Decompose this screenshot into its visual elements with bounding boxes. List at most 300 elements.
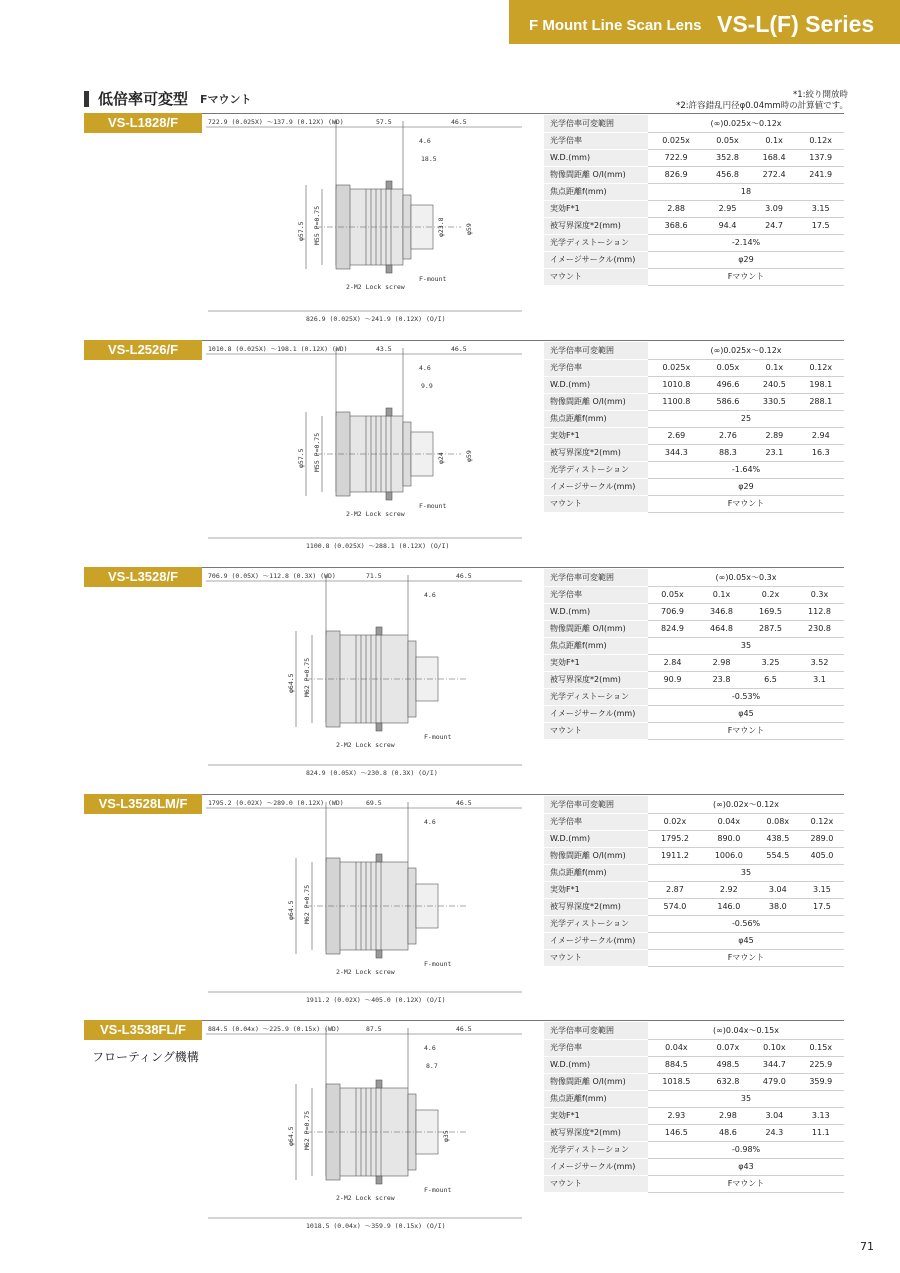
spec-value: 48.6 xyxy=(705,1124,751,1141)
spec-value: (∞)0.05x～0.3x xyxy=(648,569,844,586)
spec-value: 272.4 xyxy=(751,166,798,183)
spec-label: W.D.(mm) xyxy=(544,376,648,393)
spec-row xyxy=(544,1124,844,1141)
spec-table xyxy=(544,796,844,967)
spec-row xyxy=(544,1090,844,1107)
lock-screw xyxy=(376,1176,382,1184)
spec-row xyxy=(544,847,844,864)
spec-row xyxy=(544,949,844,966)
spec-value: -0.53% xyxy=(648,688,844,705)
spec-value: 0.025x xyxy=(648,359,705,376)
spec-row xyxy=(544,637,844,654)
spec-value: 112.8 xyxy=(795,603,844,620)
spec-value: 23.8 xyxy=(697,671,746,688)
spec-value: 344.3 xyxy=(648,444,705,461)
dim-flange-label: 46.5 xyxy=(456,572,472,580)
dim-outer-dia: φ64.5 xyxy=(287,900,295,920)
spec-value: 3.1 xyxy=(795,671,844,688)
spec-row xyxy=(544,183,844,200)
spec-label: マウント xyxy=(544,268,648,285)
spec-value: 3.09 xyxy=(751,200,798,217)
spec-value: 38.0 xyxy=(756,898,800,915)
spec-value: 3.25 xyxy=(746,654,795,671)
lens-drawing xyxy=(206,115,522,325)
spec-value: 359.9 xyxy=(798,1073,844,1090)
spec-value: -2.14% xyxy=(648,234,844,251)
floating-label: フローティング機構 xyxy=(92,1050,199,1064)
spec-row xyxy=(544,620,844,637)
spec-value: 0.15x xyxy=(798,1039,844,1056)
dim-d1-label: 4.6 xyxy=(424,818,436,826)
spec-value: 352.8 xyxy=(704,149,751,166)
spec-value: 1018.5 xyxy=(648,1073,705,1090)
spec-label: 光学倍率可変範囲 xyxy=(544,569,648,586)
spec-row xyxy=(544,217,844,234)
spec-row xyxy=(544,234,844,251)
dim-oi-label: 826.9 (0.025X) ～241.9 (0.12X) (O/I) xyxy=(306,315,446,323)
dim-wd-label: 1795.2 (0.02X) ～289.0 (0.12X) (WD) xyxy=(208,799,344,807)
lock-screw xyxy=(376,1080,382,1088)
section-bar xyxy=(84,91,89,107)
spec-row xyxy=(544,569,844,586)
spec-value: -0.56% xyxy=(648,915,844,932)
spec-row xyxy=(544,495,844,512)
dim-inner-dia: φ23.8 xyxy=(437,217,445,237)
spec-table xyxy=(544,342,844,513)
spec-row xyxy=(544,603,844,620)
spec-label: 被写界深度*2(mm) xyxy=(544,1124,648,1141)
spec-label: 光学倍率可変範囲 xyxy=(544,796,648,813)
spec-value: 456.8 xyxy=(704,166,751,183)
spec-row xyxy=(544,166,844,183)
spec-row xyxy=(544,932,844,949)
spec-value: φ29 xyxy=(648,251,844,268)
spec-value: 826.9 xyxy=(648,166,704,183)
spec-value: 574.0 xyxy=(648,898,702,915)
spec-value: 496.6 xyxy=(705,376,751,393)
spec-row xyxy=(544,427,844,444)
spec-value: 0.12x xyxy=(798,359,844,376)
spec-row xyxy=(544,478,844,495)
spec-value: 0.12x xyxy=(800,813,844,830)
spec-value: 344.7 xyxy=(751,1056,797,1073)
spec-value: 35 xyxy=(648,637,844,654)
spec-value: 2.93 xyxy=(648,1107,705,1124)
spec-value: 0.025x xyxy=(648,132,704,149)
spec-row xyxy=(544,864,844,881)
spec-value: 0.04x xyxy=(702,813,756,830)
lock-screw xyxy=(386,265,392,273)
lock-screw xyxy=(376,627,382,635)
spec-row xyxy=(544,688,844,705)
dim-length-label: 43.5 xyxy=(376,345,392,353)
dim-d1-label: 4.6 xyxy=(419,137,431,145)
spec-value: 241.9 xyxy=(797,166,844,183)
spec-value: 11.1 xyxy=(798,1124,844,1141)
spec-value: 2.89 xyxy=(751,427,797,444)
spec-row xyxy=(544,586,844,603)
spec-value: 2.94 xyxy=(798,427,844,444)
spec-value: 146.5 xyxy=(648,1124,705,1141)
dim-inner-dia: φ24 xyxy=(437,452,445,464)
spec-value: φ43 xyxy=(648,1158,844,1175)
spec-value: Fマウント xyxy=(648,722,844,739)
spec-label: W.D.(mm) xyxy=(544,830,648,847)
spec-label: 物像間距離 O/I(mm) xyxy=(544,1073,648,1090)
spec-value: 368.6 xyxy=(648,217,704,234)
spec-label: イメージサークル(mm) xyxy=(544,478,648,495)
spec-label: W.D.(mm) xyxy=(544,603,648,620)
dim-flange-label: 46.5 xyxy=(451,345,467,353)
spec-value: 288.1 xyxy=(798,393,844,410)
spec-value: 2.87 xyxy=(648,881,702,898)
spec-value: 2.92 xyxy=(702,881,756,898)
spec-label: 物像間距離 O/I(mm) xyxy=(544,166,648,183)
spec-value: φ45 xyxy=(648,705,844,722)
spec-value: 225.9 xyxy=(798,1056,844,1073)
spec-label: 光学ディストーション xyxy=(544,688,648,705)
model-tag: VS-L3528/F xyxy=(84,567,202,587)
dim-right-dia: φ59 xyxy=(465,450,473,462)
spec-value: 632.8 xyxy=(705,1073,751,1090)
model-tag: VS-L3538FL/F xyxy=(84,1020,202,1040)
lock-screw xyxy=(376,950,382,958)
spec-row xyxy=(544,1141,844,1158)
spec-value: 346.8 xyxy=(697,603,746,620)
spec-value: 168.4 xyxy=(751,149,798,166)
spec-value: 18 xyxy=(648,183,844,200)
product-block xyxy=(84,567,844,792)
spec-value: 6.5 xyxy=(746,671,795,688)
spec-label: W.D.(mm) xyxy=(544,1056,648,1073)
spec-label: イメージサークル(mm) xyxy=(544,705,648,722)
spec-value: 0.1x xyxy=(751,132,798,149)
spec-value: 1006.0 xyxy=(702,847,756,864)
spec-label: 光学ディストーション xyxy=(544,915,648,932)
spec-row xyxy=(544,1022,844,1039)
spec-value: 90.9 xyxy=(648,671,697,688)
spec-label: 光学倍率可変範囲 xyxy=(544,115,648,132)
spec-value: 0.07x xyxy=(705,1039,751,1056)
model-tag: VS-L2526/F xyxy=(84,340,202,360)
spec-label: マウント xyxy=(544,949,648,966)
spec-value: 2.69 xyxy=(648,427,705,444)
dim-flange-label: 46.5 xyxy=(451,118,467,126)
spec-value: 3.04 xyxy=(751,1107,797,1124)
lens-drawing xyxy=(206,342,522,552)
dim-d2-label: 9.9 xyxy=(421,382,433,390)
spec-row xyxy=(544,881,844,898)
spec-value: 3.52 xyxy=(795,654,844,671)
dim-d1-label: 4.6 xyxy=(419,364,431,372)
spec-value: 0.12x xyxy=(797,132,844,149)
spec-value: 3.04 xyxy=(756,881,800,898)
spec-value: 88.3 xyxy=(705,444,751,461)
spec-value: 287.5 xyxy=(746,620,795,637)
spec-value: (∞)0.02x～0.12x xyxy=(648,796,844,813)
spec-value: 706.9 xyxy=(648,603,697,620)
lens-drawing xyxy=(206,569,522,779)
dim-length-label: 57.5 xyxy=(376,118,392,126)
screw-label: 2-M2 Lock screw xyxy=(336,1194,395,1202)
spec-value: 137.9 xyxy=(797,149,844,166)
spec-value: Fマウント xyxy=(648,1175,844,1192)
spec-value: 0.05x xyxy=(704,132,751,149)
dim-right-dia: φ59 xyxy=(465,223,473,235)
spec-label: 物像間距離 O/I(mm) xyxy=(544,393,648,410)
spec-value: Fマウント xyxy=(648,949,844,966)
page-number: 71 xyxy=(860,1240,874,1253)
spec-value: 17.5 xyxy=(797,217,844,234)
spec-label: 焦点距離f(mm) xyxy=(544,637,648,654)
spec-value: 0.10x xyxy=(751,1039,797,1056)
spec-table xyxy=(544,569,844,740)
lock-screw xyxy=(386,181,392,189)
spec-value: 24.3 xyxy=(751,1124,797,1141)
spec-value: 464.8 xyxy=(697,620,746,637)
spec-row xyxy=(544,1039,844,1056)
spec-row xyxy=(544,393,844,410)
spec-value: 0.08x xyxy=(756,813,800,830)
spec-row xyxy=(544,200,844,217)
product-block xyxy=(84,794,844,1019)
spec-value: 198.1 xyxy=(798,376,844,393)
spec-label: マウント xyxy=(544,1175,648,1192)
dim-length-label: 71.5 xyxy=(366,572,382,580)
spec-row xyxy=(544,722,844,739)
spec-value: 3.15 xyxy=(797,200,844,217)
spec-label: 被写界深度*2(mm) xyxy=(544,671,648,688)
spec-value: 35 xyxy=(648,1090,844,1107)
spec-label: 光学ディストーション xyxy=(544,234,648,251)
lock-screw xyxy=(386,492,392,500)
spec-row xyxy=(544,251,844,268)
lens-drawing xyxy=(206,1022,522,1232)
dim-outer-dia: φ57.5 xyxy=(297,221,305,241)
spec-label: W.D.(mm) xyxy=(544,149,648,166)
spec-label: 被写界深度*2(mm) xyxy=(544,444,648,461)
spec-value: 479.0 xyxy=(751,1073,797,1090)
spec-label: 焦点距離f(mm) xyxy=(544,410,648,427)
spec-label: 実効F*1 xyxy=(544,881,648,898)
spec-label: 被写界深度*2(mm) xyxy=(544,898,648,915)
spec-value: 17.5 xyxy=(800,898,844,915)
fmount-label: F-mount xyxy=(424,733,452,741)
spec-row xyxy=(544,115,844,132)
spec-value: -0.98% xyxy=(648,1141,844,1158)
dim-outer-dia: φ57.5 xyxy=(297,448,305,468)
lock-screw xyxy=(386,408,392,416)
lock-screw xyxy=(376,854,382,862)
spec-label: マウント xyxy=(544,722,648,739)
spec-row xyxy=(544,132,844,149)
note-1: *1:絞り開放時 xyxy=(792,90,848,100)
spec-value: 1010.8 xyxy=(648,376,705,393)
dim-oi-label: 1911.2 (0.02X) ～405.0 (0.12X) (O/I) xyxy=(306,996,446,1004)
spec-label: 光学倍率可変範囲 xyxy=(544,1022,648,1039)
spec-value: 24.7 xyxy=(751,217,798,234)
spec-label: 光学倍率 xyxy=(544,132,648,149)
spec-row xyxy=(544,705,844,722)
dim-thread-label: M62 P=0.75 xyxy=(303,657,311,697)
spec-value: 3.13 xyxy=(798,1107,844,1124)
spec-label: 実効F*1 xyxy=(544,427,648,444)
fmount-label: F-mount xyxy=(419,275,447,283)
fmount-label: F-mount xyxy=(419,502,447,510)
spec-label: 光学ディストーション xyxy=(544,1141,648,1158)
spec-label: 光学倍率 xyxy=(544,813,648,830)
spec-value: (∞)0.04x～0.15x xyxy=(648,1022,844,1039)
spec-row xyxy=(544,376,844,393)
dim-d1-label: 4.6 xyxy=(424,1044,436,1052)
spec-value: 2.98 xyxy=(705,1107,751,1124)
dim-wd-label: 1010.8 (0.025X) ～198.1 (0.12X) (WD) xyxy=(208,345,348,353)
spec-label: 実効F*1 xyxy=(544,200,648,217)
spec-value: Fマウント xyxy=(648,495,844,512)
spec-value: 0.05x xyxy=(705,359,751,376)
spec-value: 438.5 xyxy=(756,830,800,847)
section-title xyxy=(84,88,252,109)
screw-label: 2-M2 Lock screw xyxy=(336,968,395,976)
dim-oi-label: 1018.5 (0.04x) ～359.9 (0.15x) (O/I) xyxy=(306,1222,446,1230)
spec-value: 23.1 xyxy=(751,444,797,461)
spec-row xyxy=(544,898,844,915)
spec-value: -1.64% xyxy=(648,461,844,478)
spec-value: 35 xyxy=(648,864,844,881)
spec-row xyxy=(544,268,844,285)
spec-value: 230.8 xyxy=(795,620,844,637)
spec-label: 光学倍率 xyxy=(544,586,648,603)
screw-label: 2-M2 Lock screw xyxy=(336,741,395,749)
dim-thread-label: M55 P=0.75 xyxy=(313,432,321,472)
spec-value: 169.5 xyxy=(746,603,795,620)
dim-wd-label: 706.9 (0.05X) ～112.8 (0.3X) (WD) xyxy=(208,572,336,580)
spec-row xyxy=(544,813,844,830)
spec-value: 498.5 xyxy=(705,1056,751,1073)
spec-row xyxy=(544,830,844,847)
spec-row xyxy=(544,1056,844,1073)
section-title-text: 低倍率可変型 xyxy=(98,90,189,108)
header-series: VS-L(F) Series xyxy=(717,11,875,37)
spec-value: (∞)0.025x～0.12x xyxy=(648,342,844,359)
spec-value: 0.04x xyxy=(648,1039,705,1056)
spec-value: 1795.2 xyxy=(648,830,702,847)
spec-value: Fマウント xyxy=(648,268,844,285)
spec-row xyxy=(544,342,844,359)
spec-value: 722.9 xyxy=(648,149,704,166)
spec-row xyxy=(544,149,844,166)
spec-value: 2.95 xyxy=(704,200,751,217)
spec-value: 146.0 xyxy=(702,898,756,915)
spec-row xyxy=(544,1158,844,1175)
spec-value: 824.9 xyxy=(648,620,697,637)
spec-label: 光学倍率 xyxy=(544,359,648,376)
dim-outer-dia: φ64.5 xyxy=(287,673,295,693)
spec-label: 焦点距離f(mm) xyxy=(544,864,648,881)
spec-value: 240.5 xyxy=(751,376,797,393)
dim-flange-label: 46.5 xyxy=(456,799,472,807)
spec-value: 0.1x xyxy=(751,359,797,376)
spec-value: 884.5 xyxy=(648,1056,705,1073)
spec-row xyxy=(544,671,844,688)
dim-wd-label: 722.9 (0.025X) ～137.9 (0.12X) (WD) xyxy=(208,118,344,126)
dim-oi-label: 1100.8 (0.025X) ～288.1 (0.12X) (O/I) xyxy=(306,542,450,550)
spec-value: 1100.8 xyxy=(648,393,705,410)
spec-value: 0.2x xyxy=(746,586,795,603)
model-tag: VS-L3528LM/F xyxy=(84,794,202,814)
spec-label: 実効F*1 xyxy=(544,1107,648,1124)
spec-value: 0.05x xyxy=(648,586,697,603)
spec-row xyxy=(544,461,844,478)
dim-wd-label: 884.5 (0.04x) ～225.9 (0.15x) (WD) xyxy=(208,1025,340,1033)
spec-label: 光学倍率可変範囲 xyxy=(544,342,648,359)
spec-label: 焦点距離f(mm) xyxy=(544,1090,648,1107)
spec-label: マウント xyxy=(544,495,648,512)
spec-label: イメージサークル(mm) xyxy=(544,1158,648,1175)
spec-row xyxy=(544,796,844,813)
spec-value: 2.76 xyxy=(705,427,751,444)
spec-label: 焦点距離f(mm) xyxy=(544,183,648,200)
spec-value: 0.1x xyxy=(697,586,746,603)
spec-table xyxy=(544,1022,844,1193)
header-band xyxy=(509,0,900,44)
spec-label: 光学倍率 xyxy=(544,1039,648,1056)
spec-value: 405.0 xyxy=(800,847,844,864)
spec-label: 物像間距離 O/I(mm) xyxy=(544,847,648,864)
fmount-label: F-mount xyxy=(424,1186,452,1194)
spec-value: 16.3 xyxy=(798,444,844,461)
spec-row xyxy=(544,410,844,427)
spec-label: 被写界深度*2(mm) xyxy=(544,217,648,234)
spec-label: 光学ディストーション xyxy=(544,461,648,478)
spec-row xyxy=(544,1073,844,1090)
spec-value: 2.84 xyxy=(648,654,697,671)
spec-value: (∞)0.025x～0.12x xyxy=(648,115,844,132)
spec-value: 94.4 xyxy=(704,217,751,234)
spec-value: 1911.2 xyxy=(648,847,702,864)
dim-outer-dia: φ64.5 xyxy=(287,1126,295,1146)
product-block xyxy=(84,113,844,338)
section-mount: Fマウント xyxy=(200,92,252,106)
spec-value: 330.5 xyxy=(751,393,797,410)
header-subtitle: F Mount Line Scan Lens xyxy=(529,17,702,34)
spec-value: 554.5 xyxy=(756,847,800,864)
dim-oi-label: 824.9 (0.05X) ～230.8 (0.3X) (O/I) xyxy=(306,769,438,777)
screw-label: 2-M2 Lock screw xyxy=(346,510,405,518)
spec-value: φ29 xyxy=(648,478,844,495)
spec-label: イメージサークル(mm) xyxy=(544,251,648,268)
dim-thread-label: M62 P=0.75 xyxy=(303,884,311,924)
dim-d1-label: 4.6 xyxy=(424,591,436,599)
spec-table xyxy=(544,115,844,286)
spec-value: 0.3x xyxy=(795,586,844,603)
lock-screw xyxy=(376,723,382,731)
spec-value: 0.02x xyxy=(648,813,702,830)
dim-d2-label: 8.7 xyxy=(426,1062,438,1070)
fmount-label: F-mount xyxy=(424,960,452,968)
spec-value: 890.0 xyxy=(702,830,756,847)
dim-length-label: 87.5 xyxy=(366,1025,382,1033)
dim-thread-label: M55 P=0.75 xyxy=(313,205,321,245)
product-block xyxy=(84,1020,844,1245)
spec-value: 2.98 xyxy=(697,654,746,671)
spec-value: 2.88 xyxy=(648,200,704,217)
spec-row xyxy=(544,444,844,461)
dim-inner-dia: φ35 xyxy=(442,1130,450,1142)
spec-value: 3.15 xyxy=(800,881,844,898)
spec-row xyxy=(544,1107,844,1124)
spec-label: 実効F*1 xyxy=(544,654,648,671)
